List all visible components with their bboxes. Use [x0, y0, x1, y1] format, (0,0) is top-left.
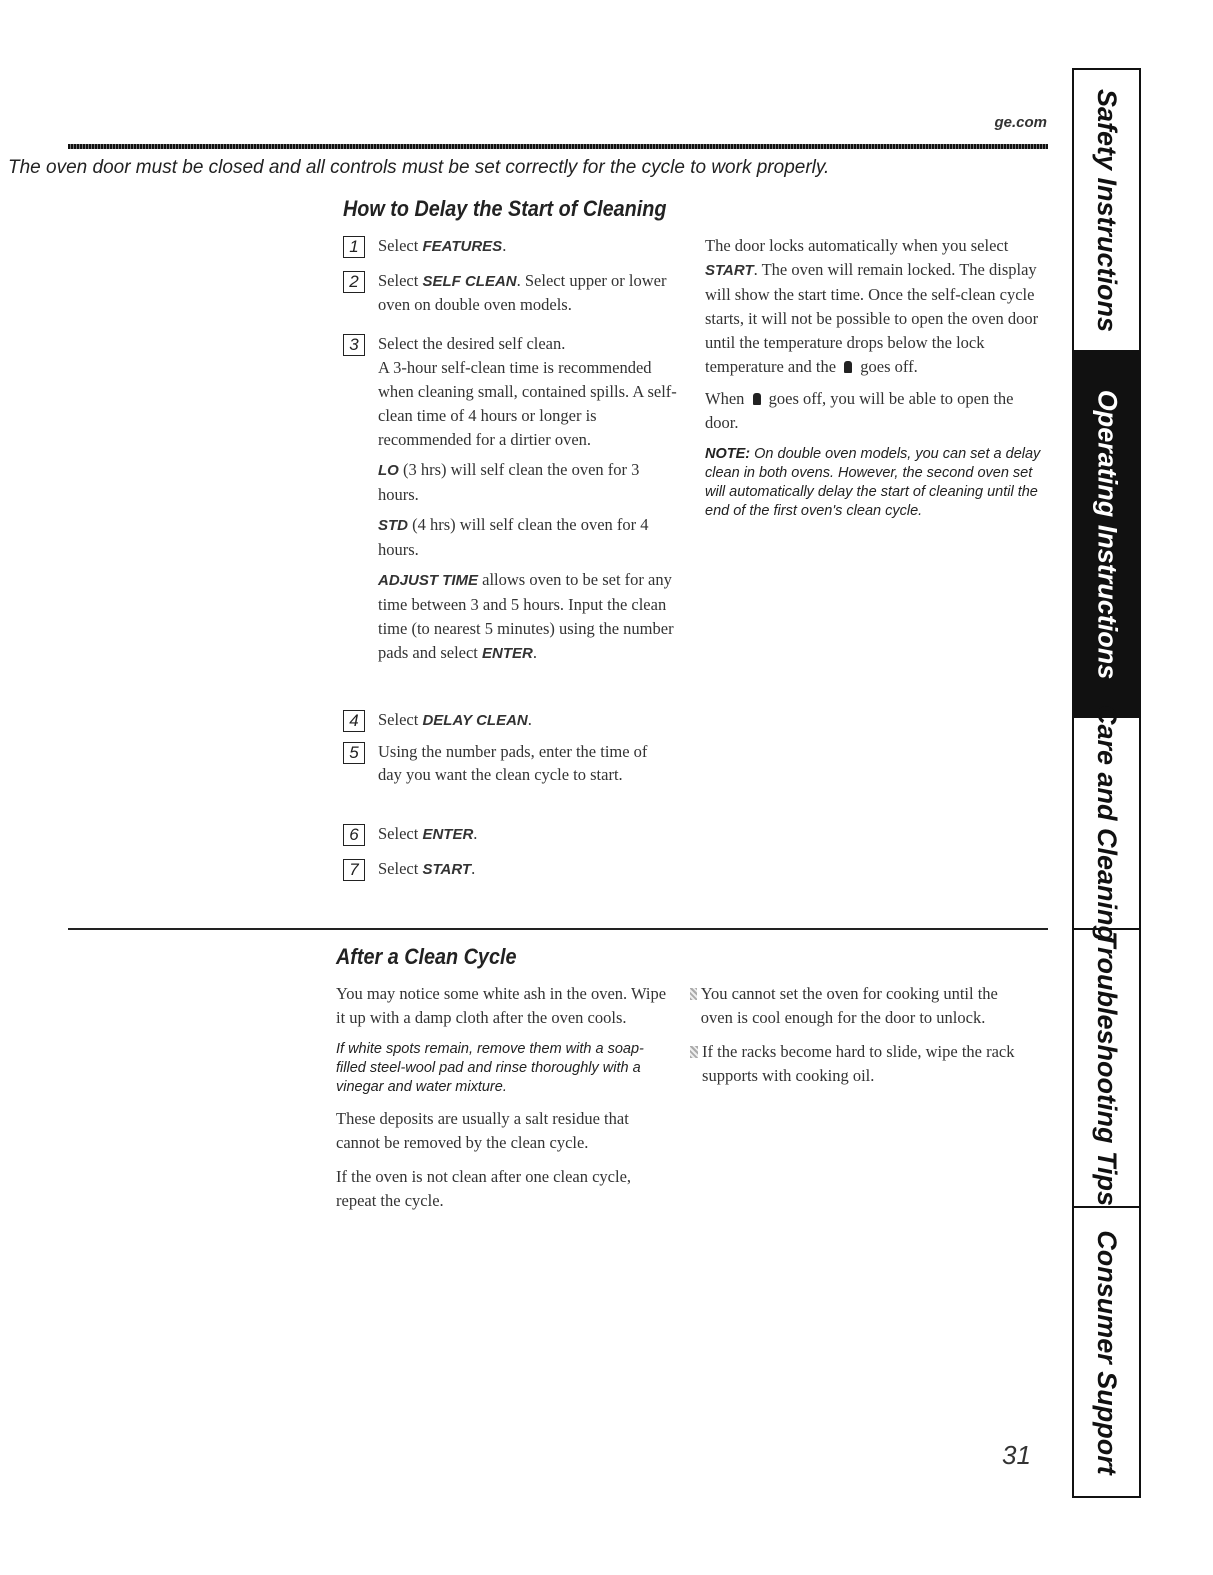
deposits-paragraph: These deposits are usually a salt residue that cannot be removed by the clean cycle.	[336, 1109, 629, 1152]
std-option: STD (4 hrs) will self clean the oven for 4 hours.	[378, 515, 649, 559]
ash-paragraph: You may notice some white ash in the oven. Wipe it up with a damp cloth after the oven cools.	[336, 984, 667, 1027]
step-number: 5	[343, 742, 365, 764]
step-6: 6 Select ENTER.	[343, 822, 673, 846]
step-number: 7	[343, 859, 365, 881]
tab-consumer-support[interactable]: Consumer Support	[1092, 1229, 1123, 1475]
cycle-warning: The oven door must be closed and all controls must be set correctly for the cycle to work properly.	[8, 157, 830, 178]
header-rule	[68, 144, 1048, 149]
step-number: 6	[343, 824, 365, 846]
lock-icon	[844, 361, 852, 373]
site-url: ge.com	[994, 114, 1047, 131]
repeat-paragraph: If the oven is not clean after one clean cycle, repeat the cycle.	[336, 1167, 632, 1210]
door-lock-info	[705, 234, 1045, 521]
keyword: SELF CLEAN	[422, 273, 517, 290]
keyword: DELAY CLEAN	[422, 712, 528, 729]
self-clean-intro: A 3-hour self-clean time is recommended when cleaning small, contained spills. A self-clean time of 4 hours or longer is recommended for a dirtier oven.	[378, 358, 677, 449]
tab-care-and-cleaning[interactable]: Care and Cleaning	[1074, 718, 1139, 930]
after-section-title: After a Clean Cycle	[336, 944, 517, 969]
section-sidebar	[1072, 68, 1141, 1498]
step-text: Using the number pads, enter the time of day you want the clean cycle to start.	[378, 742, 648, 784]
delay-section-title: How to Delay the Start of Cleaning	[343, 196, 667, 221]
lo-option: LO (3 hrs) will self clean the oven for 3 hours.	[378, 460, 640, 504]
keyword: ENTER	[422, 826, 474, 843]
step-number: 2	[343, 271, 365, 293]
step-number: 3	[343, 334, 365, 356]
lock-icon	[753, 393, 761, 405]
bullet-item: You cannot set the oven for cooking until the oven is cool enough for the door to unlock.	[690, 982, 1030, 1030]
bullet-icon	[690, 1046, 698, 1058]
adjust-time-option: ADJUST TIME allows oven to be set for any time between 3 and 5 hours. Input the clean time (to nearest 5 minutes) using the number pads and select ENTER.	[378, 570, 674, 662]
step-3-details	[378, 356, 678, 666]
tab-safety-instructions[interactable]: Safety Instructions	[1074, 70, 1139, 352]
step-2: 2 Select SELF CLEAN. Select upper or lower oven on double oven models.	[343, 269, 673, 316]
step-text: Select the desired self clean.	[378, 334, 566, 353]
step-5	[343, 740, 673, 786]
after-right-column	[690, 982, 1030, 1088]
tab-operating-instructions[interactable]: Operating Instructions	[1074, 352, 1139, 718]
step-number: 1	[343, 236, 365, 258]
step-7: 7 Select START.	[343, 857, 673, 881]
step-1: 1 Select FEATURES.	[343, 234, 673, 258]
section-divider	[68, 928, 1048, 930]
step-4: 4 Select DELAY CLEAN.	[343, 708, 673, 732]
bullet-item: If the racks become hard to slide, wipe the rack supports with cooking oil.	[690, 1040, 1030, 1088]
keyword: FEATURES	[422, 238, 503, 255]
double-oven-note: NOTE: On double oven models, you can set a delay clean in both ovens. However, the second oven set will automatically delay the start of cleaning until the end of the first oven's clean cycle.	[705, 446, 1041, 519]
white-spots-note: If white spots remain, remove them with a soap-filled steel-wool pad and rinse thoroughly with a vinegar and water mixture.	[336, 1041, 644, 1095]
step-3	[343, 332, 673, 355]
step-number: 4	[343, 710, 365, 732]
keyword: START	[422, 861, 472, 878]
door-lock-paragraph: The door locks automatically when you select START. The oven will remain locked. The display will show the start time. Once the self-clean cycle starts, it will not be possible to open the oven door until the temperature drops below the lock temperature and the goes off.	[705, 236, 1039, 376]
after-left-column	[336, 982, 671, 1213]
bullet-icon	[690, 988, 697, 1000]
tab-troubleshooting-tips[interactable]: Troubleshooting Tips	[1074, 930, 1139, 1208]
page-number: 31	[1002, 1440, 1031, 1470]
door-open-paragraph: When goes off, you will be able to open the door.	[705, 389, 1014, 432]
